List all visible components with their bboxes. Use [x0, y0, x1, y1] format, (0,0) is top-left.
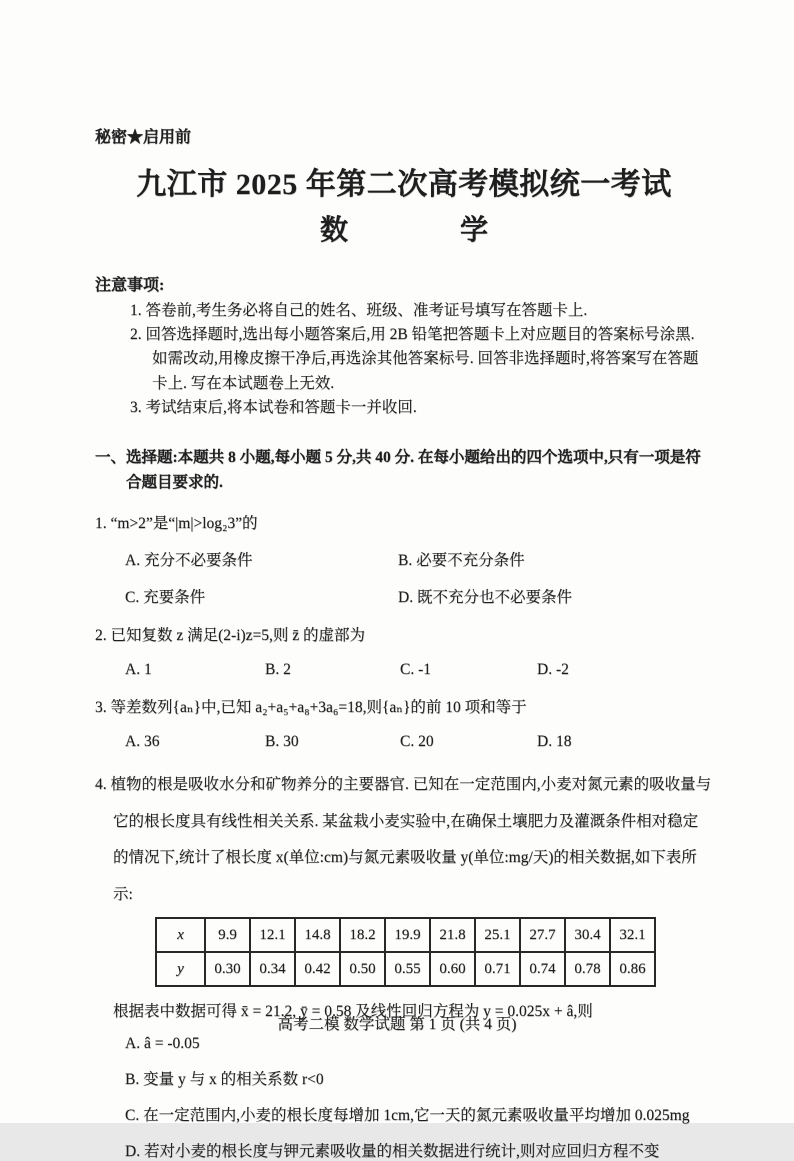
q2-option-c: C. -1: [400, 661, 431, 679]
q4-option-c: C. 在一定范围内,小麦的根长度每增加 1cm,它一天的氮元素吸收量平均增加 0.025mg: [125, 1107, 690, 1125]
q4-regression-line: 根据表中数据可得 x̄ = 21.2, ȳ = 0.58 及线性回归方程为 y = 0.025x + â,则: [113, 1003, 593, 1021]
question-4-options: [95, 1035, 713, 1161]
question-2-stem: 2. 已知复数 z 满足(2-i)z=5,则 z̄ 的虚部为: [95, 627, 366, 645]
q4-table-row-y: [156, 952, 655, 986]
q4-x-cell: 18.2: [340, 918, 385, 952]
q4-y-cell: 0.42: [295, 952, 340, 986]
notice-item-1: 1. 答卷前,考生务必将自己的姓名、班级、准考证号填写在答题卡上.: [130, 302, 588, 319]
q4-x-row-label: x: [156, 918, 205, 952]
q1-option-d: D. 既不充分也不必要条件: [398, 589, 572, 607]
q4-option-a: A. â = -0.05: [125, 1035, 200, 1053]
q1-option-c: C. 充要条件: [125, 589, 206, 607]
secret-label: 秘密★启用前: [95, 129, 192, 146]
question-3-stem: 3. 等差数列{aₙ}中,已知 a₂+a₅+a₈+3a₆=18,则{aₙ}的前 10 项和等于: [95, 699, 527, 717]
question-1-stem: 1. “m>2”是“|m|>log₂3”的: [95, 515, 258, 533]
q3-option-d: D. 18: [537, 733, 572, 751]
page-content: [95, 124, 713, 1161]
notice-item-3: 3. 考试结束后,将本试卷和答题卡一并收回.: [130, 398, 417, 416]
q4-option-b: B. 变量 y 与 x 的相关系数 r<0: [125, 1071, 324, 1089]
q4-y-cell: 0.86: [610, 952, 655, 986]
exam-title: 九江市 2025 年第二次高考模拟统一考试: [136, 168, 672, 201]
notice-heading: 注意事项:: [95, 277, 165, 294]
q4-x-cell: 14.8: [295, 918, 340, 952]
question-4: [95, 767, 713, 1161]
q4-x-cell: 12.1: [250, 918, 295, 952]
q4-x-cell: 30.4: [565, 918, 610, 952]
q4-y-cell: 0.50: [340, 952, 385, 986]
q4-y-row-label: y: [156, 952, 205, 986]
q4-y-cell: 0.60: [430, 952, 475, 986]
q4-option-d: D. 若对小麦的根长度与钾元素吸收量的相关数据进行统计,则对应回归方程不变: [125, 1143, 660, 1161]
notice-list: [95, 299, 713, 420]
q4-x-cell: 19.9: [385, 918, 430, 952]
q3-option-a: A. 36: [125, 733, 160, 751]
subject-title: 数 学: [319, 215, 488, 246]
question-4-stem: 4. 植物的根是吸收水分和矿物养分的主要器官. 已知在一定范围内,小麦对氮元素的吸收量与它的根长度具有线性相关关系. 某盆栽小麦实验中,在确保土壤肥力及灌溉条件相对稳定的情况下,统计了根长度 x(单位:cm)与氮元素吸收量 y(单位:mg/天)的相关数据,如下表所示:: [95, 776, 712, 903]
q2-option-d: D. -2: [537, 661, 569, 679]
q4-x-cell: 25.1: [475, 918, 520, 952]
q4-x-cell: 27.7: [520, 918, 565, 952]
q4-x-cell: 21.8: [430, 918, 475, 952]
question-1-options: [95, 548, 713, 607]
q4-y-cell: 0.78: [565, 952, 610, 986]
q3-option-c: C. 20: [400, 733, 434, 751]
page-footer: 高考二模 数学试题 第 1 页 (共 4 页): [277, 1016, 517, 1033]
question-2: [95, 623, 713, 679]
q2-option-a: A. 1: [125, 661, 152, 679]
question-3-options: [95, 733, 713, 751]
q4-y-cell: 0.71: [475, 952, 520, 986]
q1-option-b: B. 必要不充分条件: [398, 552, 525, 570]
q4-y-cell: 0.30: [205, 952, 250, 986]
q2-option-b: B. 2: [265, 661, 291, 679]
question-2-options: [95, 661, 713, 679]
notice-item-2: 2. 回答选择题时,选出每小题答案后,用 2B 铅笔把答题卡上对应题目的答案标号涂黑. 如需改动,用橡皮擦干净后,再选涂其他答案标号. 回答非选择题时,将答案写在答题卡上. 写在本试题卷上无效.: [130, 326, 699, 392]
q4-y-cell: 0.34: [250, 952, 295, 986]
question-1: [95, 511, 713, 607]
question-3: [95, 695, 713, 751]
q3-option-b: B. 30: [265, 733, 299, 751]
q1-option-a: A. 充分不必要条件: [125, 552, 253, 570]
q4-y-cell: 0.55: [385, 952, 430, 986]
q4-y-cell: 0.74: [520, 952, 565, 986]
q4-table-row-x: [156, 918, 655, 952]
q4-x-cell: 32.1: [610, 918, 655, 952]
section-heading-choice: 一、选择题:本题共 8 小题,每小题 5 分,共 40 分. 在每小题给出的四个选项中,只有一项是符合题目要求的.: [95, 448, 701, 491]
q4-data-table: [155, 917, 656, 987]
q4-x-cell: 9.9: [205, 918, 250, 952]
